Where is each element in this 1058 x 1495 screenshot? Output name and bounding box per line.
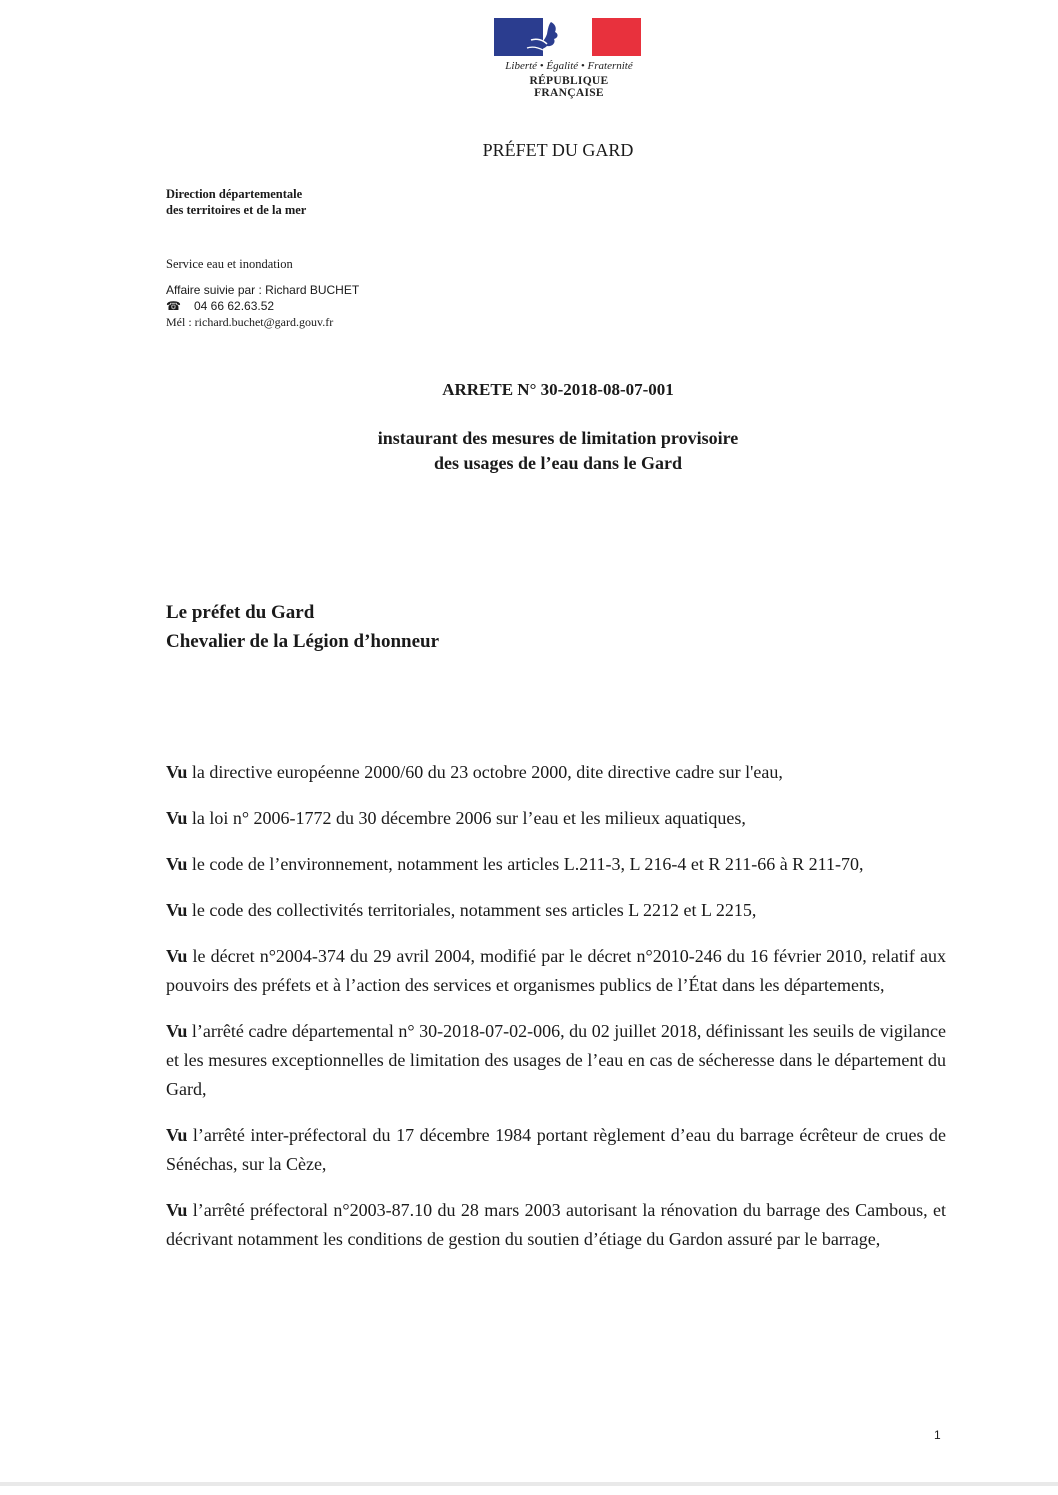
scan-edge [0, 1482, 1058, 1486]
arrete-subtitle-line-1: instaurant des mesures de limitation provisoire [377, 428, 739, 448]
vu-item: Vu l’arrêté inter-préfectoral du 17 décembre 1984 portant règlement d’eau du barrage écrêteur de crues de Sénéchas, sur la Cèze, [166, 1125, 946, 1174]
vu-list [166, 758, 946, 1271]
prefet-signature-block [166, 598, 439, 656]
service-name: Service eau et inondation [166, 257, 293, 271]
direction-block [166, 186, 306, 218]
tricolor-flag [494, 18, 641, 56]
vu-item: Vu l’arrêté préfectoral n°2003-87.10 du 28 mars 2003 autorisant la rénovation du barrage des Cambous, et décrivant notamment les conditions de gestion du soutien d’étiage du Gardon assuré par le barrage, [166, 1200, 946, 1249]
direction-line-1: Direction départementale [166, 187, 303, 201]
marianne-logo [494, 18, 644, 99]
marianne-profile-icon [521, 18, 581, 56]
page-number: 1 [934, 1428, 941, 1442]
republique-francaise: RÉPUBLIQUE FRANÇAISE [529, 75, 609, 99]
phone-line [166, 298, 359, 314]
arrete-subtitle [0, 426, 1058, 476]
direction-line-2: des territoires et de la mer [166, 203, 307, 217]
prefet-distinction: Chevalier de la Légion d’honneur [166, 631, 440, 652]
vu-item: Vu le décret n°2004-374 du 29 avril 2004, modifié par le décret n°2010-246 du 16 février 2010, relatif aux pouvoirs des préfets et à l’action des services et organismes publics de l’État dans les départements, [166, 946, 946, 995]
vu-item: Vu la directive européenne 2000/60 du 23 octobre 2000, dite directive cadre sur l'eau, [166, 762, 783, 782]
vu-item: Vu la loi n° 2006-1772 du 30 décembre 2006 sur l’eau et les milieux aquatiques, [166, 808, 746, 828]
vu-item: Vu le code des collectivités territoriales, notamment ses articles L 2212 et L 2215, [166, 900, 757, 920]
motto: Liberté • Égalité • Fraternité [505, 60, 633, 72]
phone-number: 04 66 62.63.52 [194, 299, 275, 313]
prefet-title: Le préfet du Gard [166, 602, 315, 623]
contact-block [166, 282, 359, 330]
vu-item: Vu le code de l’environnement, notamment les articles L.211-3, L 216-4 et R 211-66 à R 211-70, [166, 854, 864, 874]
arrete-title: ARRETE N° 30-2018-08-07-001 [442, 380, 674, 399]
email-line: Mél : richard.buchet@gard.gouv.fr [166, 315, 334, 329]
prefet-header: PRÉFET DU GARD [482, 140, 634, 160]
affaire-suivie: Affaire suivie par : Richard BUCHET [166, 283, 360, 297]
vu-item: Vu l’arrêté cadre départemental n° 30-2018-07-02-006, du 02 juillet 2018, définissant les seuils de vigilance et les mesures exceptionnelles de limitation des usages de l’eau en cas de sécheresse dans le département du Gard, [166, 1021, 946, 1099]
arrete-subtitle-line-2: des usages de l’eau dans le Gard [433, 453, 683, 473]
telephone-icon: ☎ [166, 299, 181, 313]
